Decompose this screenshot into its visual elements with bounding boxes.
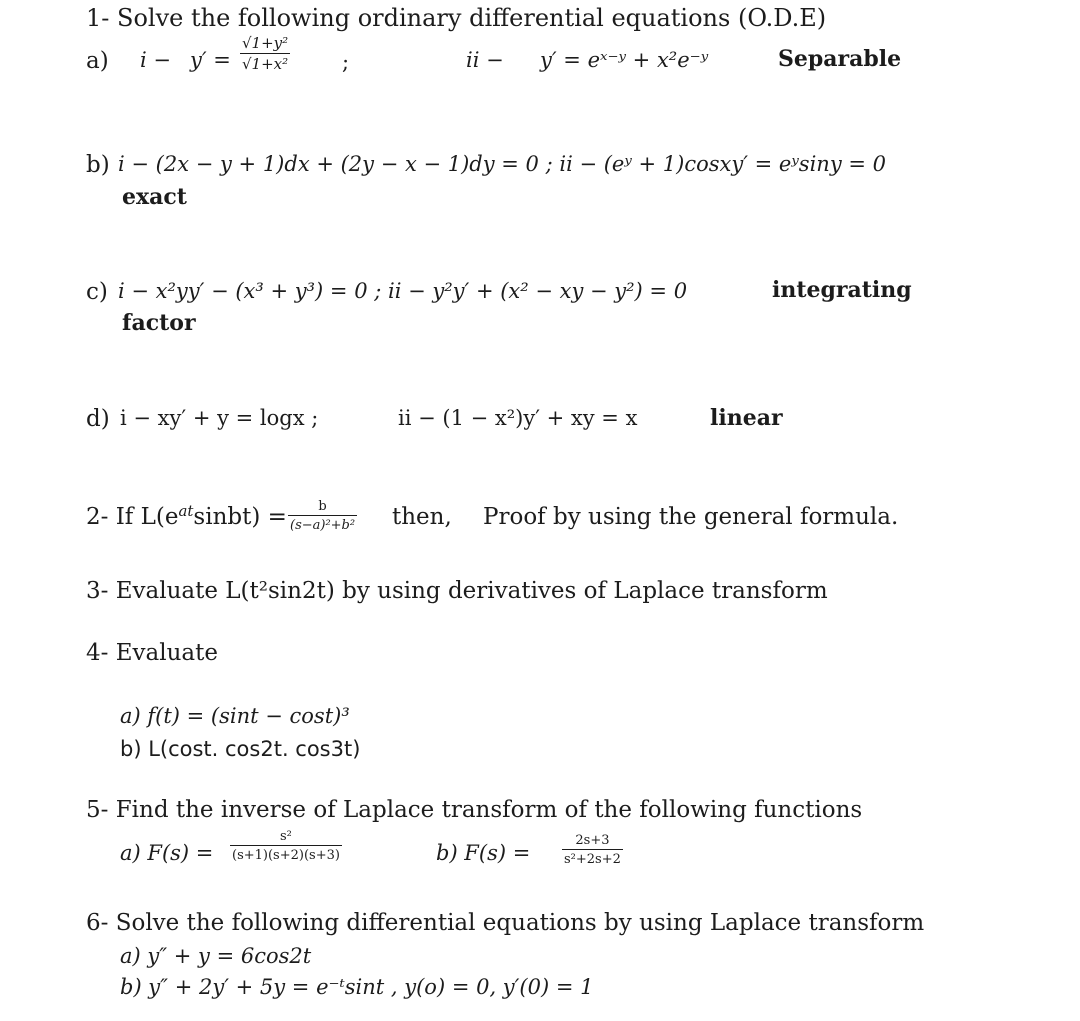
q1a-i-denominator: √1+x² (240, 53, 290, 72)
q1d-method: linear (710, 405, 783, 431)
q1a-ii-equation: y′ = eˣ⁻ʸ + x²e⁻ʸ (540, 48, 709, 72)
q6-heading: 6- Solve the following differential equations by using Laplace transform (86, 910, 925, 936)
q3-text: 3- Evaluate L(t²sin2t) by using derivatives of Laplace transform (86, 578, 828, 604)
q5-a-denominator: (s+1)(s+2)(s+3) (230, 845, 342, 862)
q1d-ii-equation: ii − (1 − x²)y′ + xy = x (398, 406, 638, 430)
q5-heading: 5- Find the inverse of Laplace transform of the following functions (86, 797, 863, 823)
q5-b-fraction (562, 834, 623, 866)
q1c-label: c) (86, 279, 108, 305)
q1c-method-line2: factor (122, 310, 196, 336)
q5-a-label: a) F(s) = (120, 841, 214, 865)
q5-a-numerator: s² (280, 829, 292, 844)
q6-a: a) y″ + y = 6cos2t (120, 944, 312, 968)
q6-b: b) y″ + 2y′ + 5y = e⁻ᵗsint , y(o) = 0, y′(0) = 1 (120, 975, 594, 999)
q2-then: then, (392, 504, 452, 530)
q2-numerator: b (318, 499, 327, 514)
q2-proof-text: Proof by using the general formula. (483, 504, 899, 530)
q1a-i-numerator: √1+y² (242, 34, 289, 52)
q1a-label: a) (86, 48, 109, 74)
q1a-method: Separable (778, 46, 902, 72)
q1b-method: exact (122, 184, 187, 210)
q2-denominator: (s−a)²+b² (288, 515, 357, 532)
q1a-separator: ; (342, 50, 350, 74)
q5-b-label: b) F(s) = (436, 841, 531, 865)
q2-exponent: at (178, 501, 194, 520)
q5-a-fraction (230, 830, 342, 862)
q1c-equation: i − x²yy′ − (x³ + y³) = 0 ; ii − y²y′ + (x² − xy − y²) = 0 (118, 279, 688, 303)
q2-fraction (288, 500, 357, 532)
q5-b-numerator: 2s+3 (575, 833, 610, 848)
q4-b: b) L(cost. cos2t. cos3t) (120, 737, 361, 761)
q4-a: a) f(t) = (sint − cost)³ (120, 704, 350, 728)
q1a-i-lhs: y′ = (190, 48, 231, 72)
q1d-i-equation: i − xy′ + y = logx ; (120, 406, 319, 430)
q1b-equation: i − (2x − y + 1)dx + (2y − x − 1)dy = 0 ; ii − (eʸ + 1)cosxy′ = eʸsiny = 0 (118, 152, 886, 176)
q1a-ii-prefix: ii − (466, 48, 504, 72)
q1b-label: b) (86, 152, 110, 178)
q1d-label: d) (86, 406, 110, 432)
q4-heading: 4- Evaluate (86, 640, 218, 666)
q2-prefix-text: 2- If L(e (86, 504, 179, 530)
q5-b-denominator: s²+2s+2 (562, 849, 623, 866)
q1a-i-fraction (240, 36, 290, 72)
q1c-method-line1: integrating (772, 277, 912, 303)
q2-mid-text: sinbt) = (193, 504, 287, 530)
q2-prefix (86, 501, 287, 530)
q1-heading: 1- Solve the following ordinary differential equations (O.D.E) (86, 4, 827, 32)
q1a-i-prefix: i − (140, 48, 171, 72)
